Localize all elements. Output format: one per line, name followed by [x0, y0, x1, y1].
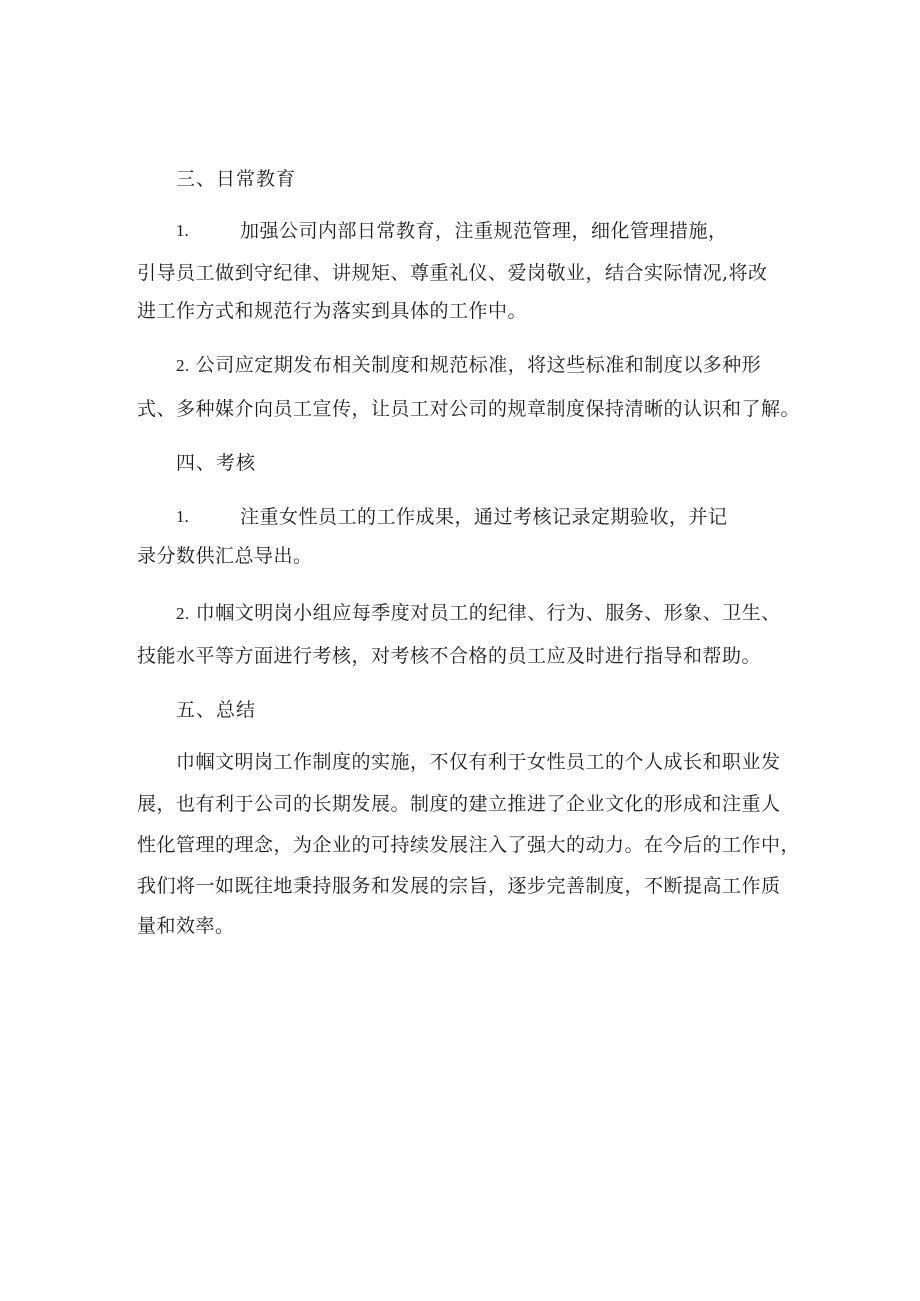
- paragraph-line: 量和效率。: [137, 915, 235, 937]
- paragraph-line: 展，也有利于公司的长期发展。制度的建立推进了企业文化的形成和注重人: [137, 793, 781, 815]
- paragraph-line: 注重女性员工的工作成果，通过考核记录定期验收，并记: [240, 506, 728, 528]
- item-number: 2.: [176, 604, 190, 623]
- paragraph-line: 我们将一如既往地秉持服务和发展的宗旨，逐步完善制度，不断提高工作质: [137, 875, 781, 897]
- item-number: 2.: [176, 356, 190, 375]
- paragraph-line: [176, 600, 781, 627]
- paragraph-line: 巾帼文明岗工作制度的实施，不仅有利于女性员工的个人成长和职业发: [176, 751, 781, 773]
- paragraph-line: [176, 352, 761, 379]
- paragraph-text: 公司应定期发布相关制度和规范标准，将这些标准和制度以多种形: [195, 354, 762, 376]
- paragraph-line: 加强公司内部日常教育，注重规范管理，细化管理措施，: [240, 220, 728, 242]
- section-heading-assessment: 四、考核: [176, 452, 257, 474]
- item-number: 1.: [176, 507, 189, 526]
- paragraph-line: 技能水平等方面进行考核，对考核不合格的员工应及时进行指导和帮助。: [137, 645, 762, 667]
- section-heading-daily-education: 三、日常教育: [176, 168, 297, 190]
- section-heading-summary: 五、总结: [176, 699, 257, 721]
- paragraph-line: 引导员工做到守纪律、讲规矩、尊重礼仪、爱岗敬业，结合实际情况,将改: [137, 262, 768, 284]
- item-number: 1.: [176, 221, 189, 240]
- paragraph-line: 式、多种媒介向员工宣传，让员工对公司的规章制度保持清晰的认识和了解。: [137, 398, 801, 420]
- paragraph-line: 性化管理的理念，为企业的可持续发展注入了强大的动力。在今后的工作中，: [137, 834, 801, 856]
- paragraph-text: 巾帼文明岗小组应每季度对员工的纪律、行为、服务、形象、卫生、: [195, 602, 781, 624]
- paragraph-line: 进工作方式和规范行为落实到具体的工作中。: [137, 300, 528, 322]
- paragraph-line: 录分数供汇总导出。: [137, 545, 313, 567]
